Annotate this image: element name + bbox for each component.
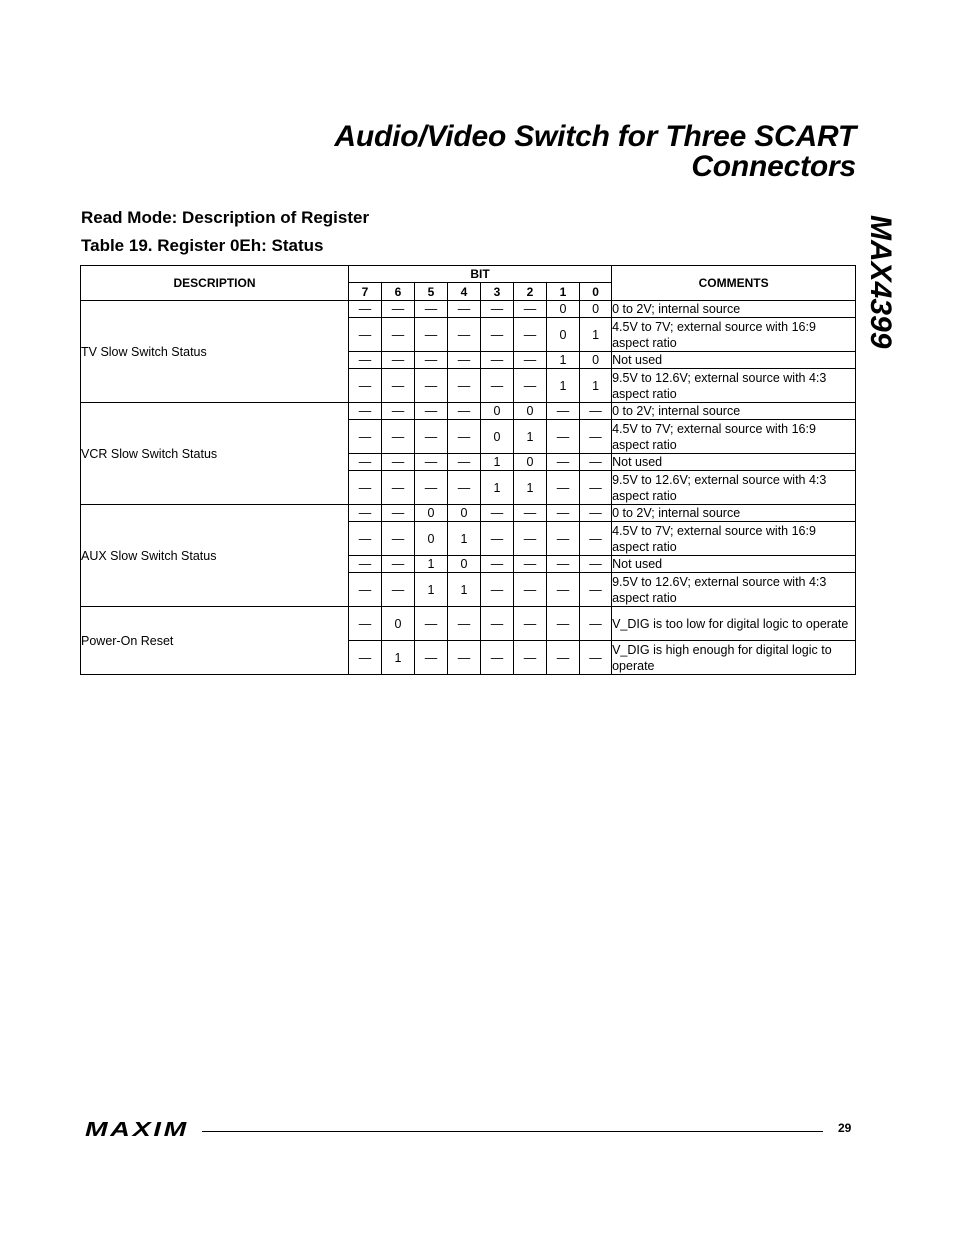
header-bit-4: 4 — [448, 283, 481, 301]
bit-cell-2: — — [514, 607, 547, 641]
bit-cell-1: — — [547, 471, 580, 505]
row-comment: V_DIG is high enough for digital logic to operate — [612, 641, 856, 675]
row-comment: 0 to 2V; internal source — [612, 301, 856, 318]
bit-cell-1: — — [547, 403, 580, 420]
bit-cell-7: — — [349, 352, 382, 369]
bit-cell-2: — — [514, 301, 547, 318]
bit-cell-4: 1 — [448, 522, 481, 556]
bit-cell-1: — — [547, 454, 580, 471]
bit-cell-0: — — [580, 556, 612, 573]
bit-cell-7: — — [349, 505, 382, 522]
row-description: TV Slow Switch Status — [81, 301, 349, 403]
bit-cell-5: — — [415, 318, 448, 352]
row-comment: 0 to 2V; internal source — [612, 505, 856, 522]
bit-cell-0: — — [580, 573, 612, 607]
row-description: AUX Slow Switch Status — [81, 505, 349, 607]
bit-cell-7: — — [349, 420, 382, 454]
bit-cell-0: — — [580, 420, 612, 454]
bit-cell-7: — — [349, 607, 382, 641]
row-description: Power-On Reset — [81, 607, 349, 675]
bit-cell-6: — — [382, 403, 415, 420]
bit-cell-6: — — [382, 522, 415, 556]
bit-cell-5: 0 — [415, 522, 448, 556]
bit-cell-6: — — [382, 301, 415, 318]
table-body — [81, 301, 856, 675]
bit-cell-0: — — [580, 607, 612, 641]
row-comment: V_DIG is too low for digital logic to operate — [612, 607, 856, 641]
bit-cell-0: 0 — [580, 352, 612, 369]
bit-cell-3: — — [481, 352, 514, 369]
row-comment: 4.5V to 7V; external source with 16:9 aspect ratio — [612, 318, 856, 352]
side-part-number — [861, 215, 901, 375]
bit-cell-2: 1 — [514, 471, 547, 505]
bit-cell-0: 1 — [580, 318, 612, 352]
bit-cell-0: 1 — [580, 369, 612, 403]
bit-cell-4: 0 — [448, 505, 481, 522]
bit-cell-4: — — [448, 471, 481, 505]
bit-cell-4: — — [448, 369, 481, 403]
header-bit-0: 0 — [580, 283, 612, 301]
bit-cell-4: — — [448, 352, 481, 369]
bit-cell-0: — — [580, 403, 612, 420]
bit-cell-6: — — [382, 556, 415, 573]
bit-cell-6: 0 — [382, 607, 415, 641]
row-comment: 9.5V to 12.6V; external source with 4:3 aspect ratio — [612, 369, 856, 403]
bit-cell-3: — — [481, 641, 514, 675]
side-part-number-text: MAX4399 — [864, 215, 897, 349]
bit-cell-7: — — [349, 454, 382, 471]
bit-cell-5: — — [415, 471, 448, 505]
table-row — [81, 607, 856, 641]
bit-cell-6: — — [382, 505, 415, 522]
bit-cell-7: — — [349, 556, 382, 573]
bit-cell-7: — — [349, 641, 382, 675]
header-bit: BIT — [349, 266, 612, 283]
bit-cell-6: — — [382, 318, 415, 352]
bit-cell-1: 0 — [547, 318, 580, 352]
bit-cell-4: — — [448, 607, 481, 641]
table-row — [81, 505, 856, 522]
footer-rule — [202, 1131, 823, 1132]
bit-cell-3: 1 — [481, 454, 514, 471]
bit-cell-4: — — [448, 403, 481, 420]
bit-cell-3: 0 — [481, 420, 514, 454]
bit-cell-0: — — [580, 522, 612, 556]
bit-cell-3: 0 — [481, 403, 514, 420]
bit-cell-1: — — [547, 607, 580, 641]
register-table — [80, 265, 856, 675]
bit-cell-3: — — [481, 505, 514, 522]
row-comment: 9.5V to 12.6V; external source with 4:3 aspect ratio — [612, 573, 856, 607]
document-title — [334, 122, 856, 182]
bit-cell-7: — — [349, 522, 382, 556]
header-bit-2: 2 — [514, 283, 547, 301]
bit-cell-5: — — [415, 454, 448, 471]
bit-cell-6: — — [382, 352, 415, 369]
bit-cell-1: — — [547, 505, 580, 522]
bit-cell-1: 1 — [547, 369, 580, 403]
bit-cell-2: — — [514, 505, 547, 522]
bit-cell-2: — — [514, 352, 547, 369]
bit-cell-2: — — [514, 522, 547, 556]
bit-cell-3: — — [481, 369, 514, 403]
bit-cell-4: — — [448, 454, 481, 471]
bit-cell-3: — — [481, 556, 514, 573]
bit-cell-7: — — [349, 471, 382, 505]
bit-cell-2: — — [514, 318, 547, 352]
bit-cell-1: — — [547, 420, 580, 454]
bit-cell-7: — — [349, 573, 382, 607]
page-number: 29 — [838, 1121, 852, 1135]
table-row — [81, 403, 856, 420]
row-comment: 9.5V to 12.6V; external source with 4:3 aspect ratio — [612, 471, 856, 505]
bit-cell-5: — — [415, 403, 448, 420]
document-title-line2: Connectors — [691, 150, 856, 183]
bit-cell-5: — — [415, 301, 448, 318]
row-comment: Not used — [612, 556, 856, 573]
bit-cell-0: — — [580, 454, 612, 471]
bit-cell-1: — — [547, 641, 580, 675]
bit-cell-0: — — [580, 505, 612, 522]
bit-cell-3: — — [481, 573, 514, 607]
bit-cell-4: — — [448, 641, 481, 675]
bit-cell-2: 0 — [514, 454, 547, 471]
bit-cell-4: 1 — [448, 573, 481, 607]
bit-cell-2: 0 — [514, 403, 547, 420]
bit-cell-1: — — [547, 573, 580, 607]
bit-cell-0: — — [580, 641, 612, 675]
table-row — [81, 301, 856, 318]
bit-cell-2: — — [514, 573, 547, 607]
bit-cell-3: — — [481, 318, 514, 352]
header-bit-3: 3 — [481, 283, 514, 301]
bit-cell-3: — — [481, 301, 514, 318]
section-heading: Read Mode: Description of Register — [81, 208, 370, 227]
header-description: DESCRIPTION — [81, 266, 349, 301]
row-comment: Not used — [612, 454, 856, 471]
bit-cell-2: — — [514, 369, 547, 403]
row-comment: 4.5V to 7V; external source with 16:9 aspect ratio — [612, 522, 856, 556]
bit-cell-2: — — [514, 556, 547, 573]
bit-cell-4: 0 — [448, 556, 481, 573]
bit-cell-4: — — [448, 420, 481, 454]
bit-cell-5: 1 — [415, 573, 448, 607]
bit-cell-3: — — [481, 607, 514, 641]
bit-cell-7: — — [349, 301, 382, 318]
bit-cell-7: — — [349, 369, 382, 403]
maxim-logo — [84, 1120, 190, 1138]
table-title: Table 19. Register 0Eh: Status — [81, 236, 324, 255]
bit-cell-6: — — [382, 471, 415, 505]
bit-cell-6: — — [382, 454, 415, 471]
header-bit-6: 6 — [382, 283, 415, 301]
bit-cell-1: 0 — [547, 301, 580, 318]
row-comment: 4.5V to 7V; external source with 16:9 aspect ratio — [612, 420, 856, 454]
header-bit-5: 5 — [415, 283, 448, 301]
bit-cell-5: — — [415, 420, 448, 454]
bit-cell-1: — — [547, 556, 580, 573]
bit-cell-2: 1 — [514, 420, 547, 454]
maxim-logo-text: MAXIM — [85, 1120, 189, 1138]
bit-cell-1: — — [547, 522, 580, 556]
bit-cell-6: — — [382, 420, 415, 454]
bit-cell-5: — — [415, 352, 448, 369]
bit-cell-0: — — [580, 471, 612, 505]
bit-cell-1: 1 — [547, 352, 580, 369]
row-comment: 0 to 2V; internal source — [612, 403, 856, 420]
bit-cell-5: — — [415, 641, 448, 675]
header-comments: COMMENTS — [612, 266, 856, 301]
bit-cell-6: — — [382, 369, 415, 403]
bit-cell-5: — — [415, 369, 448, 403]
document-title-line1: Audio/Video Switch for Three SCART — [334, 120, 856, 153]
bit-cell-7: — — [349, 318, 382, 352]
bit-cell-3: 1 — [481, 471, 514, 505]
bit-cell-6: 1 — [382, 641, 415, 675]
bit-cell-6: — — [382, 573, 415, 607]
bit-cell-5: 0 — [415, 505, 448, 522]
header-bit-1: 1 — [547, 283, 580, 301]
bit-cell-0: 0 — [580, 301, 612, 318]
bit-cell-4: — — [448, 301, 481, 318]
bit-cell-3: — — [481, 522, 514, 556]
row-comment: Not used — [612, 352, 856, 369]
bit-cell-5: — — [415, 607, 448, 641]
bit-cell-7: — — [349, 403, 382, 420]
bit-cell-4: — — [448, 318, 481, 352]
row-description: VCR Slow Switch Status — [81, 403, 349, 505]
bit-cell-5: 1 — [415, 556, 448, 573]
header-bit-7: 7 — [349, 283, 382, 301]
bit-cell-2: — — [514, 641, 547, 675]
